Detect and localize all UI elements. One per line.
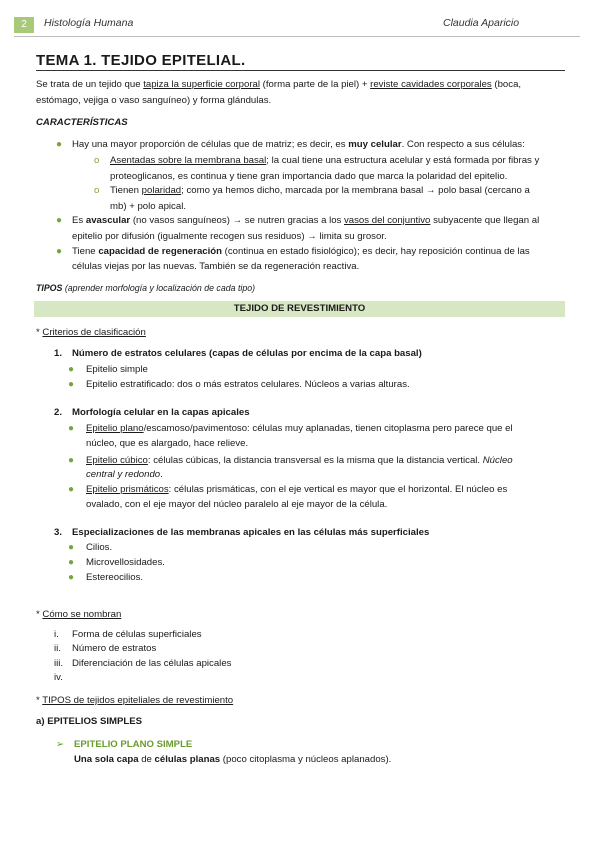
bullet-icon: ● (56, 215, 63, 226)
crit1-title: Número de estratos celulares (capas de células por encima de la capa basal) (72, 348, 422, 359)
header-author: Claudia Aparicio (443, 17, 520, 29)
caracteristicas-heading: CARACTERÍSTICAS (36, 117, 128, 128)
como-item-3: Diferenciación de las células apicales (72, 658, 232, 669)
crit2-item2-line2: central y redondo. (86, 469, 163, 480)
bullet-icon: ● (68, 455, 75, 466)
char2-line1: Es avascular (no vasos sanguíneos) → se nutren gracias a los vasos del conjuntivo subyacente que llegan al (72, 215, 540, 226)
bullet-icon: ● (68, 484, 75, 495)
plano-simple-desc: Una sola capa de células planas (poco citoplasma y núcleos aplanados). (74, 754, 392, 765)
crit2-item2-line1: Epitelio cúbico: células cúbicas, la distancia transversal es la misma que la distancia vertical. Núcleo (86, 455, 513, 466)
tipos-line: TIPOS (aprender morfología y localización de cada tipo) (36, 283, 256, 293)
char3-line2: células viejas por las nuevas. También se da regeneración reactiva. (72, 261, 360, 272)
char2-line2: epitelio por difusión (igualmente recogen sus residuos) → limita su grosor. (72, 231, 387, 242)
crit2-item1-line1: Epitelio plano/escamoso/pavimentoso: células muy aplanadas, tienen citoplasma pero parece que el (86, 423, 513, 434)
como-item-1: Forma de células superficiales (72, 629, 202, 640)
bullet-icon: ● (68, 423, 75, 434)
como-num-4: iv. (54, 672, 63, 683)
sub-bullet-icon: o (94, 155, 100, 166)
bullet-icon: ● (68, 379, 75, 390)
arrow-bullet-icon: ➢ (56, 739, 65, 750)
tipos2-heading: * TIPOS de tejidos epiteliales de revestimiento (36, 695, 234, 706)
crit1-item-1: Epitelio simple (86, 364, 148, 375)
bullet-icon: ● (68, 572, 75, 583)
title-underline (36, 70, 565, 71)
criterios-heading: * Criterios de clasificación (36, 327, 146, 338)
crit1-number: 1. (54, 348, 63, 359)
crit2-title: Morfología celular en la capas apicales (72, 407, 250, 418)
como-num-2: ii. (54, 643, 61, 654)
bullet-icon: ● (68, 364, 75, 375)
crit2-number: 2. (54, 407, 63, 418)
crit3-item-2: Microvellosidades. (86, 557, 165, 568)
crit2-item1-line2: núcleo, que es alargado, hace relieve. (86, 438, 249, 449)
crit3-item-1: Cilios. (86, 542, 113, 553)
char1-sub2-line1: Tienen polaridad; como ya hemos dicho, marcada por la membrana basal → polo basal (cercano a (110, 185, 530, 196)
bullet-icon: ● (68, 542, 75, 553)
sub-bullet-icon: o (94, 185, 100, 196)
epitelios-simples-heading: a) EPITELIOS SIMPLES (36, 716, 143, 727)
como-num-3: iii. (54, 658, 64, 669)
char1-sub2-line2: mb) + polo apical. (110, 201, 186, 212)
header-course: Histología Humana (44, 17, 134, 29)
crit3-number: 3. (54, 527, 63, 538)
intro-line-2: estómago, vejiga o vaso sanguíneo) y forma glándulas. (36, 95, 272, 106)
bullet-icon: ● (68, 557, 75, 568)
page-title: TEMA 1. TEJIDO EPITELIAL. (36, 52, 246, 69)
como-item-2: Número de estratos (72, 643, 157, 654)
como-heading: * Cómo se nombran (36, 609, 122, 620)
crit3-item-3: Estereocilios. (86, 572, 144, 583)
bullet-icon: ● (56, 246, 63, 257)
crit2-item3-line1: Epitelio prismáticos: células prismáticas, con el eje vertical es mayor que el horizontal. El núcleo es (86, 484, 508, 495)
section-bar-revestimiento: TEJIDO DE REVESTIMIENTO (34, 301, 565, 317)
char3-line1: Tiene capacidad de regeneración (continua en estado fisiológico); es decir, hay reposición continua de las (72, 246, 530, 257)
char1-sub1-line1: Asentadas sobre la membrana basal; la cual tiene una estructura acelular y está formada por fibras y (110, 155, 540, 166)
page-number: 2 (14, 17, 34, 33)
plano-simple-title: EPITELIO PLANO SIMPLE (74, 739, 193, 750)
crit1-item-2: Epitelio estratificado: dos o más estratos celulares. Núcleos a varias alturas. (86, 379, 410, 390)
crit3-title: Especializaciones de las membranas apicales en las células más superficiales (72, 527, 430, 538)
bullet-icon: ● (56, 139, 63, 150)
header-divider (14, 36, 580, 37)
como-num-1: i. (54, 629, 59, 640)
crit2-item3-line2: ovalado, con el eje mayor del núcleo paralelo al eje mayor de la célula. (86, 499, 388, 510)
char1-sub1-line2: proteoglicanos, es continua y tiene gran importancia dado que marca la polaridad del epitelio. (110, 171, 508, 182)
char1-line: Hay una mayor proporción de células que de matriz; es decir, es muy celular. Con respecto a sus células: (72, 139, 525, 150)
intro-line-1: Se trata de un tejido que tapiza la superficie corporal (forma parte de la piel) + reviste cavidades corporales (boca, (36, 79, 522, 90)
